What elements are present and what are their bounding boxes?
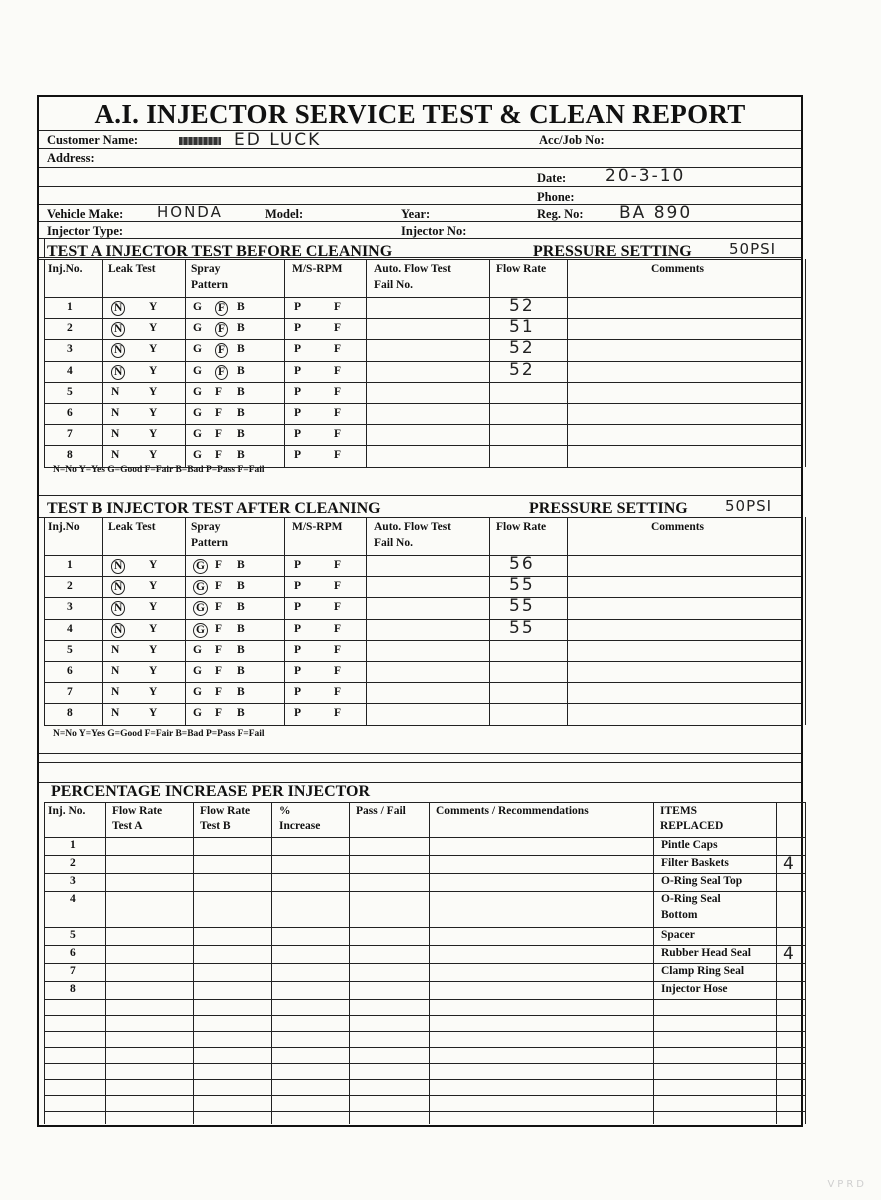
test-a-ms-option: F bbox=[334, 428, 342, 441]
test-b-ms-option: P bbox=[294, 559, 302, 571]
test-b-row-line bbox=[44, 703, 801, 704]
test-a-leak-option: Y bbox=[149, 301, 158, 313]
test-b-inj-number: 8 bbox=[67, 707, 73, 720]
test-a-col-ms: M/S-RPM bbox=[292, 263, 343, 275]
test-b-spray-option: F bbox=[215, 686, 223, 699]
test-a-spray-option: B bbox=[237, 385, 245, 398]
test-b-spray-option bbox=[193, 559, 208, 574]
test-a-inj-number: 7 bbox=[67, 428, 73, 441]
test-a-flow-rate: 52 bbox=[509, 338, 535, 359]
test-b-row-line bbox=[44, 661, 801, 662]
replaced-item-name: Filter Baskets bbox=[661, 857, 729, 869]
test-b-leak-option: N bbox=[111, 643, 120, 656]
date-value: 20-3-10 bbox=[605, 166, 686, 186]
header-rule bbox=[39, 204, 801, 205]
injector-type-label: Injector Type: bbox=[47, 224, 124, 238]
redaction-scribble bbox=[179, 137, 221, 145]
header-rule bbox=[39, 130, 801, 131]
test-b-flow-rate: 56 bbox=[509, 554, 535, 574]
test-a-title: TEST A INJECTOR TEST BEFORE CLEANING bbox=[47, 243, 393, 260]
test-b-spray-option: G bbox=[193, 643, 202, 656]
test-b-spray-option: G bbox=[193, 707, 202, 720]
test-b-spray-option bbox=[193, 601, 208, 616]
replaced-item-name: Injector Hose bbox=[661, 983, 728, 995]
test-b-spray-option: B bbox=[237, 580, 245, 593]
test-b-leak-option: Y bbox=[149, 559, 158, 571]
pct-col-percent-2: Increase bbox=[279, 820, 321, 832]
pct-inj-number: 6 bbox=[70, 947, 76, 959]
test-b-title: TEST B INJECTOR TEST AFTER CLEANING bbox=[47, 500, 381, 517]
test-b-ms-option: F bbox=[334, 643, 342, 656]
test-b-ms-option: F bbox=[334, 665, 342, 677]
test-a-ms-option: F bbox=[334, 385, 342, 398]
test-a-footer-rule bbox=[39, 495, 801, 496]
test-b-ms-option: F bbox=[334, 686, 342, 699]
test-b-leak-option: Y bbox=[149, 601, 158, 614]
test-b-col-spray-2: Pattern bbox=[191, 537, 229, 549]
test-a-spray-option: B bbox=[237, 364, 245, 377]
test-b-leak-option: Y bbox=[149, 643, 158, 656]
test-b-leak-option bbox=[111, 601, 125, 616]
test-a-inj-number: 6 bbox=[67, 407, 73, 419]
test-a-spray-option-circled: F bbox=[215, 365, 228, 380]
test-a-leak-option-circled: N bbox=[111, 301, 125, 316]
test-b-pressure-label: PRESSURE SETTING bbox=[529, 500, 688, 517]
test-a-leak-option: Y bbox=[149, 322, 158, 335]
test-b-leak-option: Y bbox=[149, 707, 158, 720]
test-b-leak-option bbox=[111, 623, 125, 638]
pct-col-flow-b-2: Test B bbox=[200, 820, 231, 832]
model-label: Model: bbox=[265, 207, 304, 221]
test-a-leak-option: Y bbox=[149, 343, 158, 356]
test-a-spray-option: B bbox=[237, 322, 245, 335]
test-b-header-top bbox=[39, 517, 801, 518]
pct-col-flow-b: Flow Rate bbox=[200, 805, 251, 817]
test-a-ms-option: P bbox=[294, 428, 302, 441]
test-a-spray-option: G bbox=[193, 428, 202, 441]
replaced-item-name: O-Ring Seal bbox=[661, 893, 721, 905]
test-a-spray-option: B bbox=[237, 343, 245, 356]
test-b-row-line bbox=[44, 682, 801, 683]
test-a-inj-number: 2 bbox=[67, 322, 73, 335]
test-a-ms-option: P bbox=[294, 385, 302, 398]
test-b-spray-option-circled: G bbox=[193, 601, 208, 616]
test-a-col-comments: Comments bbox=[651, 263, 705, 275]
test-a-pressure-label: PRESSURE SETTING bbox=[533, 243, 692, 260]
test-b-ms-option: F bbox=[334, 622, 342, 635]
test-a-col-spray-2: Pattern bbox=[191, 279, 229, 291]
test-b-col-line bbox=[366, 517, 367, 725]
test-a-row-line bbox=[44, 403, 801, 404]
test-a-spray-option bbox=[215, 301, 228, 316]
pct-row-line bbox=[44, 963, 805, 964]
pct-col-items-2: REPLACED bbox=[660, 820, 724, 832]
test-b-spray-option: B bbox=[237, 643, 245, 656]
test-a-spray-option: F bbox=[215, 407, 223, 419]
header-rule bbox=[39, 221, 801, 222]
test-b-leak-option: Y bbox=[149, 580, 158, 593]
test-b-spray-option: F bbox=[215, 643, 223, 656]
test-a-ms-option: P bbox=[294, 407, 302, 419]
test-a-col-line bbox=[185, 259, 186, 467]
test-a-leak-option bbox=[111, 343, 125, 358]
reg-no-value: BA 890 bbox=[619, 203, 693, 223]
test-a-spray-option bbox=[215, 343, 228, 358]
test-b-ms-option: F bbox=[334, 707, 342, 720]
pct-col-pass-fail: Pass / Fail bbox=[356, 805, 406, 817]
test-a-col-spray: Spray bbox=[191, 263, 221, 275]
test-b-footer-rule bbox=[39, 753, 801, 754]
test-a-pressure-value: 50PSI bbox=[729, 240, 777, 258]
test-b-leak-option: Y bbox=[149, 686, 158, 699]
test-b-spray-option-circled: G bbox=[193, 580, 208, 595]
header-rule bbox=[39, 186, 801, 187]
test-a-leak-option: Y bbox=[149, 428, 158, 441]
test-b-leak-option: N bbox=[111, 665, 120, 677]
test-b-spray-option: B bbox=[237, 559, 245, 571]
test-b-leak-option-circled: N bbox=[111, 580, 125, 595]
test-a-leak-option: N bbox=[111, 407, 120, 419]
test-a-col-line bbox=[284, 259, 285, 467]
test-a-row-line bbox=[44, 382, 801, 383]
test-b-col-auto-2: Fail No. bbox=[374, 537, 413, 549]
test-a-leak-option bbox=[111, 322, 125, 337]
pct-row-line bbox=[44, 1063, 805, 1064]
test-a-col-line bbox=[567, 259, 568, 467]
test-b-ms-option: F bbox=[334, 559, 342, 571]
test-b-spray-option: G bbox=[193, 686, 202, 699]
pct-col-comments: Comments / Recommendations bbox=[436, 805, 589, 817]
test-a-ms-option: F bbox=[334, 407, 342, 419]
test-b-col-spray: Spray bbox=[191, 521, 221, 533]
test-b-spray-option bbox=[193, 623, 208, 638]
test-b-col-line bbox=[567, 517, 568, 725]
test-a-col-line bbox=[102, 259, 103, 467]
test-b-ms-option: F bbox=[334, 580, 342, 593]
test-a-col-auto-2: Fail No. bbox=[374, 279, 413, 291]
pct-row-line bbox=[44, 927, 805, 928]
pct-row-line bbox=[44, 1111, 805, 1112]
test-b-inj-number: 3 bbox=[67, 601, 73, 614]
test-b-ms-option: P bbox=[294, 580, 302, 593]
test-a-row-line bbox=[44, 361, 801, 362]
test-a-row-line bbox=[44, 424, 801, 425]
test-b-leak-option-circled: N bbox=[111, 623, 125, 638]
test-b-inj-number: 7 bbox=[67, 686, 73, 699]
test-a-header-bottom bbox=[44, 297, 801, 298]
test-a-legend: N=No Y=Yes G=Good F=Fair B=Bad P=Pass F=Fail bbox=[53, 465, 265, 475]
percentage-title: PERCENTAGE INCREASE PER INJECTOR bbox=[51, 783, 371, 800]
pct-col-line bbox=[805, 802, 806, 1124]
test-b-col-flow: Flow Rate bbox=[496, 521, 547, 533]
replaced-item-name: Pintle Caps bbox=[661, 839, 718, 851]
test-a-spray-option: B bbox=[237, 407, 245, 419]
test-b-col-ms: M/S-RPM bbox=[292, 521, 343, 533]
pct-row-line bbox=[44, 1047, 805, 1048]
vehicle-make-label: Vehicle Make: bbox=[47, 207, 124, 221]
test-a-leak-option: N bbox=[111, 385, 120, 398]
test-b-spray-option: F bbox=[215, 707, 223, 720]
test-b-spray-option: B bbox=[237, 686, 245, 699]
test-b-spray-option-circled: G bbox=[193, 559, 208, 574]
year-label: Year: bbox=[401, 207, 431, 221]
test-b-col-line bbox=[44, 517, 45, 725]
test-a-spray-option: F bbox=[215, 449, 223, 462]
test-b-spray-option: B bbox=[237, 622, 245, 635]
test-a-leak-option-circled: N bbox=[111, 322, 125, 337]
test-b-row-line bbox=[44, 725, 801, 726]
pct-row-line bbox=[44, 1095, 805, 1096]
test-a-spray-option: G bbox=[193, 322, 202, 335]
test-a-leak-option bbox=[111, 301, 125, 316]
test-b-col-comments: Comments bbox=[651, 521, 705, 533]
test-a-header-top bbox=[39, 259, 801, 260]
test-a-leak-option: Y bbox=[149, 385, 158, 398]
pct-col-items: ITEMS bbox=[660, 805, 698, 817]
test-b-col-leak: Leak Test bbox=[108, 521, 156, 533]
test-b-leak-option bbox=[111, 580, 125, 595]
pct-header-top bbox=[44, 802, 805, 803]
test-b-ms-option: P bbox=[294, 622, 302, 635]
test-a-col-line bbox=[805, 259, 806, 467]
address-label: Address: bbox=[47, 151, 95, 165]
test-a-spray-option-circled: F bbox=[215, 301, 228, 316]
pct-row-line bbox=[44, 891, 805, 892]
header-divider bbox=[44, 238, 45, 257]
test-a-ms-option: P bbox=[294, 343, 302, 356]
test-a-inj-number: 3 bbox=[67, 343, 73, 356]
test-b-row-line bbox=[44, 597, 801, 598]
test-a-spray-option: G bbox=[193, 385, 202, 398]
test-b-flow-rate: 55 bbox=[509, 575, 535, 596]
replaced-item-qty: 4 bbox=[783, 944, 796, 964]
date-label: Date: bbox=[537, 171, 567, 185]
pct-inj-number: 4 bbox=[70, 893, 76, 905]
replaced-item-name: Clamp Ring Seal bbox=[661, 965, 745, 977]
test-b-spray-option-circled: G bbox=[193, 623, 208, 638]
test-b-leak-option: Y bbox=[149, 665, 158, 677]
test-b-ms-option: P bbox=[294, 665, 302, 677]
test-b-leak-option bbox=[111, 559, 125, 574]
test-a-ms-option: P bbox=[294, 322, 302, 335]
test-b-spray-option: B bbox=[237, 665, 245, 677]
reg-no-label: Reg. No: bbox=[537, 207, 584, 221]
replaced-item-name-2: Bottom bbox=[661, 909, 698, 921]
pct-row-line bbox=[44, 981, 805, 982]
pct-inj-number: 7 bbox=[70, 965, 76, 977]
test-a-spray-option: G bbox=[193, 449, 202, 462]
test-a-inj-number: 5 bbox=[67, 385, 73, 398]
test-b-ms-option: F bbox=[334, 601, 342, 614]
pct-col-flow-a-2: Test A bbox=[112, 820, 143, 832]
test-b-leak-option: Y bbox=[149, 622, 158, 635]
test-b-col-line bbox=[284, 517, 285, 725]
test-a-ms-option: F bbox=[334, 301, 342, 313]
pct-row-line bbox=[44, 945, 805, 946]
test-a-ms-option: F bbox=[334, 343, 342, 356]
test-a-ms-option: F bbox=[334, 449, 342, 462]
header-rule bbox=[39, 238, 801, 239]
test-b-leak-option: N bbox=[111, 707, 120, 720]
test-a-spray-option: G bbox=[193, 407, 202, 419]
test-b-legend: N=No Y=Yes G=Good F=Fair B=Bad P=Pass F=Fail bbox=[53, 729, 265, 739]
test-a-row-line bbox=[44, 445, 801, 446]
phone-label: Phone: bbox=[537, 190, 575, 204]
test-a-inj-number: 8 bbox=[67, 449, 73, 462]
pct-inj-number: 5 bbox=[70, 929, 76, 941]
header-rule bbox=[39, 148, 801, 149]
test-a-ms-option: P bbox=[294, 449, 302, 462]
test-a-spray-option: G bbox=[193, 343, 202, 356]
test-b-inj-number: 4 bbox=[67, 622, 73, 635]
test-a-spray-option: F bbox=[215, 428, 223, 441]
test-a-inj-number: 4 bbox=[67, 364, 73, 377]
test-a-col-leak: Leak Test bbox=[108, 263, 156, 275]
pct-row-line bbox=[44, 1079, 805, 1080]
test-b-leak-option-circled: N bbox=[111, 559, 125, 574]
test-a-flow-rate: 52 bbox=[509, 296, 535, 316]
test-a-ms-option: F bbox=[334, 322, 342, 335]
test-b-inj-number: 5 bbox=[67, 643, 73, 656]
test-a-spray-option bbox=[215, 365, 228, 380]
pct-row-line bbox=[44, 837, 805, 838]
test-b-inj-number: 2 bbox=[67, 580, 73, 593]
test-b-ms-option: P bbox=[294, 643, 302, 656]
test-a-col-line bbox=[44, 259, 45, 467]
pct-row-line bbox=[44, 1015, 805, 1016]
test-b-col-inj: Inj.No bbox=[48, 521, 80, 533]
pct-row-line bbox=[44, 999, 805, 1000]
test-a-spray-option: F bbox=[215, 385, 223, 398]
test-b-pressure-value: 50PSI bbox=[725, 497, 773, 515]
test-b-leak-option: N bbox=[111, 686, 120, 699]
test-a-ms-option: P bbox=[294, 301, 302, 313]
test-a-leak-option-circled: N bbox=[111, 365, 125, 380]
test-a-flow-rate: 51 bbox=[509, 317, 535, 338]
test-a-flow-rate: 52 bbox=[509, 359, 535, 380]
customer-name-label: Customer Name: bbox=[47, 133, 139, 147]
test-b-row-line bbox=[44, 576, 801, 577]
test-b-leak-option-circled: N bbox=[111, 601, 125, 616]
pct-col-flow-a: Flow Rate bbox=[112, 805, 163, 817]
test-a-col-line bbox=[366, 259, 367, 467]
form-title: A.I. INJECTOR SERVICE TEST & CLEAN REPORT bbox=[94, 99, 746, 129]
test-a-leak-option: Y bbox=[149, 407, 158, 419]
pct-row-line bbox=[44, 873, 805, 874]
test-a-spray-option-circled: F bbox=[215, 343, 228, 358]
test-b-ms-option: P bbox=[294, 686, 302, 699]
test-b-spray-option: F bbox=[215, 601, 223, 614]
test-a-row-line bbox=[44, 467, 801, 468]
test-a-leak-option: N bbox=[111, 428, 120, 441]
test-a-leak-option: Y bbox=[149, 449, 158, 462]
test-b-spray-option: G bbox=[193, 665, 202, 677]
pct-inj-number: 3 bbox=[70, 875, 76, 887]
spacer-rule bbox=[39, 762, 801, 763]
replaced-item-name: O-Ring Seal Top bbox=[661, 875, 743, 887]
test-b-flow-rate: 55 bbox=[509, 596, 535, 617]
pct-inj-number: 2 bbox=[70, 857, 76, 869]
header-rule bbox=[39, 257, 801, 258]
test-a-ms-option: F bbox=[334, 364, 342, 377]
test-b-spray-option: F bbox=[215, 580, 223, 593]
test-b-spray-option: F bbox=[215, 559, 223, 571]
test-b-inj-number: 6 bbox=[67, 665, 73, 677]
test-a-spray-option: G bbox=[193, 364, 202, 377]
header-rule bbox=[39, 167, 801, 168]
test-b-col-line bbox=[489, 517, 490, 725]
test-a-leak-option-circled: N bbox=[111, 343, 125, 358]
test-b-row-line bbox=[44, 640, 801, 641]
test-a-spray-option: G bbox=[193, 301, 202, 313]
injector-no-label: Injector No: bbox=[401, 224, 467, 238]
test-b-spray-option bbox=[193, 580, 208, 595]
test-b-ms-option: P bbox=[294, 707, 302, 720]
vehicle-make-value: HONDA bbox=[157, 203, 223, 221]
test-b-spray-option: F bbox=[215, 622, 223, 635]
pct-row-line bbox=[44, 855, 805, 856]
replaced-item-qty: 4 bbox=[783, 854, 796, 874]
pct-col-inj: Inj. No. bbox=[48, 805, 86, 817]
test-b-col-line bbox=[185, 517, 186, 725]
test-a-row-line bbox=[44, 318, 801, 319]
test-a-spray-option: B bbox=[237, 428, 245, 441]
test-b-spray-option: B bbox=[237, 601, 245, 614]
test-b-inj-number: 1 bbox=[67, 559, 73, 571]
test-b-header-bottom bbox=[44, 555, 801, 556]
replaced-item-name: Spacer bbox=[661, 929, 695, 941]
test-b-col-line bbox=[102, 517, 103, 725]
pct-inj-number: 8 bbox=[70, 983, 76, 995]
test-a-col-line bbox=[489, 259, 490, 467]
acc-job-label: Acc/Job No: bbox=[539, 133, 605, 147]
test-a-col-inj: Inj.No. bbox=[48, 263, 83, 275]
test-b-flow-rate: 55 bbox=[509, 617, 535, 638]
test-b-ms-option: P bbox=[294, 601, 302, 614]
test-b-spray-option: B bbox=[237, 707, 245, 720]
test-a-inj-number: 1 bbox=[67, 301, 73, 313]
test-b-col-auto: Auto. Flow Test bbox=[374, 521, 451, 533]
test-a-spray-option: B bbox=[237, 449, 245, 462]
pct-row-line bbox=[44, 1031, 805, 1032]
test-b-row-line bbox=[44, 619, 801, 620]
test-b-col-line bbox=[805, 517, 806, 725]
test-a-ms-option: P bbox=[294, 364, 302, 377]
test-a-leak-option: N bbox=[111, 449, 120, 462]
test-b-spray-option: F bbox=[215, 665, 223, 677]
test-a-leak-option bbox=[111, 365, 125, 380]
service-report-form bbox=[37, 95, 803, 1127]
test-a-leak-option: Y bbox=[149, 364, 158, 377]
test-a-spray-option bbox=[215, 322, 228, 337]
test-a-spray-option: B bbox=[237, 301, 245, 313]
customer-name-value: ED LUCK bbox=[234, 130, 322, 150]
test-a-col-auto: Auto. Flow Test bbox=[374, 263, 451, 275]
pct-inj-number: 1 bbox=[70, 839, 76, 851]
test-a-spray-option-circled: F bbox=[215, 322, 228, 337]
scan-watermark: VPRD bbox=[827, 1179, 867, 1190]
spacer-rule bbox=[39, 782, 801, 783]
replaced-item-name: Rubber Head Seal bbox=[661, 947, 751, 959]
pct-col-percent: % bbox=[279, 805, 291, 817]
test-a-row-line bbox=[44, 339, 801, 340]
test-a-col-flow: Flow Rate bbox=[496, 263, 547, 275]
